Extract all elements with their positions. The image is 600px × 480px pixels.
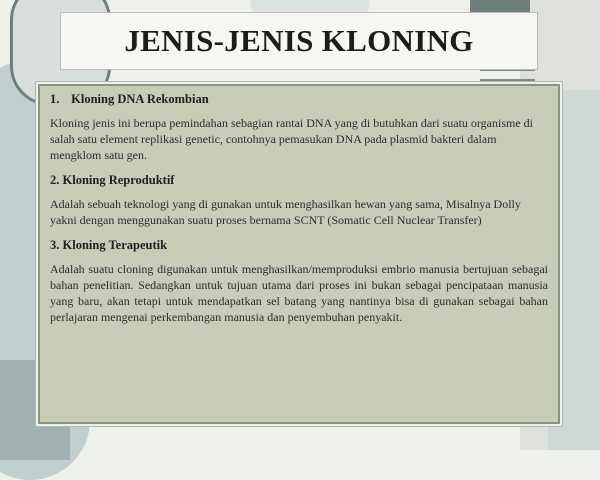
- section-kloning-dna-rekombian: [50, 92, 548, 163]
- section-kloning-terapeutik: [50, 238, 548, 325]
- section-number: 1.: [50, 92, 60, 106]
- section-title: Kloning DNA Rekombian: [71, 92, 209, 106]
- section-number: 3.: [50, 238, 60, 252]
- section-body: Adalah sebuah teknologi yang di gunakan untuk menghasilkan hewan yang sama, Misalnya Dolly yakni dengan menggunakan suatu proses bernama SCNT (Somatic Cell Nuclear Transfer): [50, 197, 521, 227]
- section-number: 2.: [50, 173, 60, 187]
- section-kloning-reproduktif: [50, 173, 548, 228]
- background-illustration-lines: [480, 68, 535, 82]
- section-title: Kloning Reproduktif: [62, 173, 175, 187]
- section-heading: [50, 92, 548, 107]
- section-title: Kloning Terapeutik: [62, 238, 168, 252]
- section-heading: [50, 173, 548, 188]
- section-body: Adalah suatu cloning digunakan untuk menghasilkan/memproduksi embrio manusia bertujuan sebagai bahan penelitian. Sedangkan untuk tujuan utama dari proses ini bukan sebagai pencipataan manusia yang baru, akan tetapi untuk mendapatkan sel batang yang nantinya bisa di gunakan sebagai bahan perlajaran mengenai perkembangan manusia dan penyembuhan penyakit.: [50, 262, 548, 324]
- section-body: Kloning jenis ini berupa pemindahan sebagian rantai DNA yang di butuhkan dari suatu organisme di salah satu element replikasi genetic, contohnya pemasukan DNA pada plasmid bakteri dalam mengklom satu gen.: [50, 116, 534, 162]
- section-heading: [50, 238, 548, 253]
- page-title: JENIS-JENIS KLONING: [124, 23, 474, 58]
- title-banner: [60, 12, 538, 70]
- content-panel: [38, 84, 560, 424]
